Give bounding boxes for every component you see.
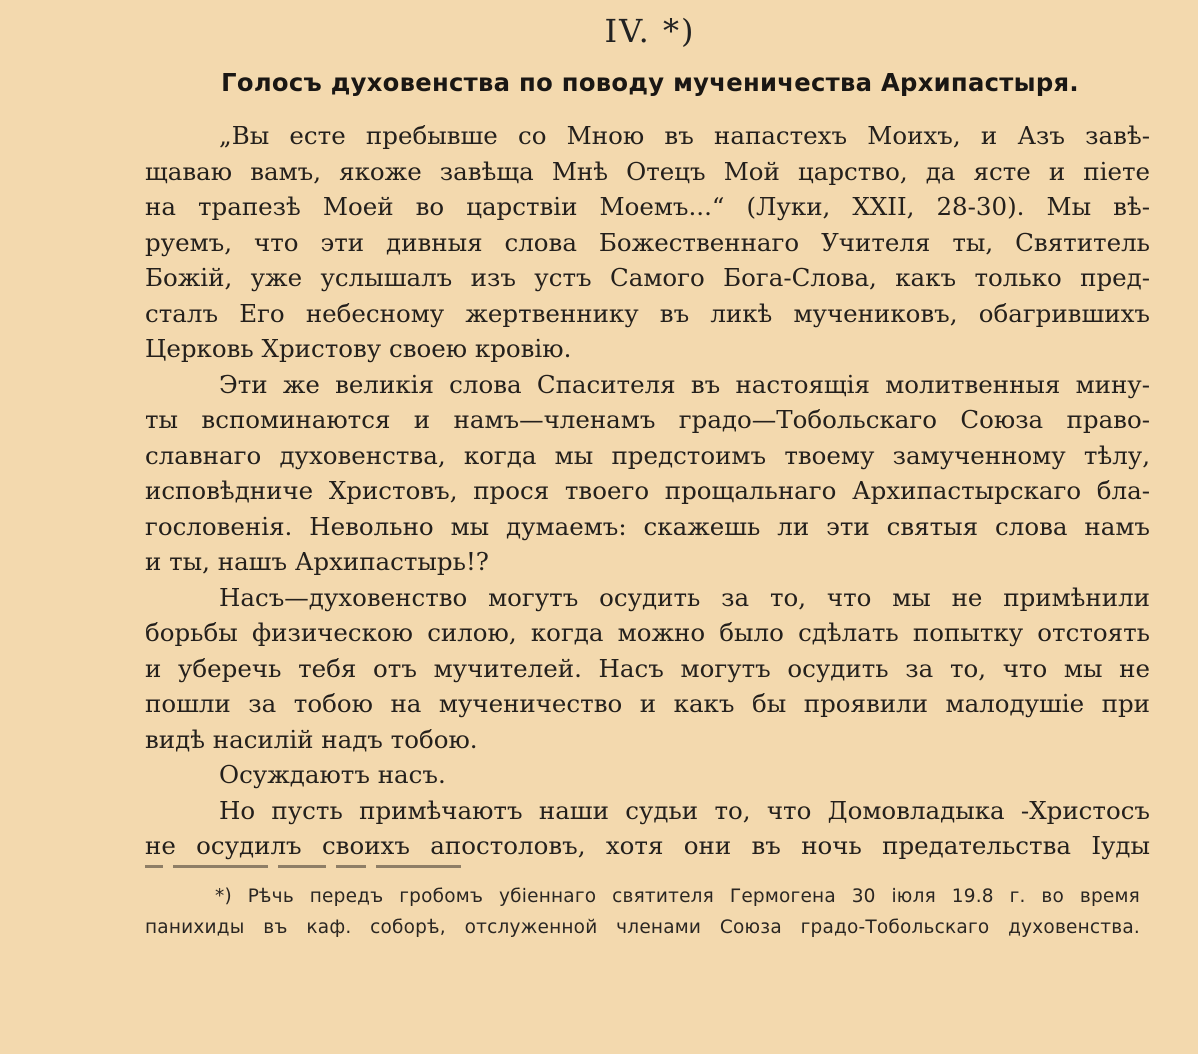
text-line: славнаго духовенства, когда мы предстоимъ твоему замученному тѣлу, (145, 440, 1150, 470)
text-line: Церковь Христову своею кровію. (145, 334, 572, 363)
cut-off-line-remnant (145, 865, 505, 871)
text-line: „Вы есте пребывше со Мною въ напастехъ Моихъ, и Азъ завѣ- (219, 121, 1150, 150)
text-line: Но пусть примѣчаютъ наши судьи то, что Домовладыка -Христосъ (219, 795, 1150, 825)
footnote-line: панихиды въ каф. соборѣ, отслуженной членами Союза градо-Тобольскаго духовенства. (145, 917, 1140, 938)
footnote (145, 881, 1140, 943)
text-line: борьбы физическою силою, когда можно было сдѣлать попытку отстоять (145, 618, 1150, 647)
text-line: Эти же великія слова Спасителя въ настоящія молитвенныя мину- (219, 369, 1150, 399)
text-line: пошли за тобою на мученичество и какъ бы проявили малодушіе при (145, 689, 1150, 718)
text-line: Насъ—духовенство могутъ осудить за то, что мы не примѣнили (219, 582, 1150, 612)
text-line: Божій, уже услышалъ изъ устъ Самого Бога-Слова, какъ только пред- (145, 263, 1150, 292)
text-line: щаваю вамъ, якоже завѣща Мнѣ Отецъ Мой царство, да ясте и піете (145, 156, 1150, 186)
text-line: ты вспоминаются и намъ—членамъ градо—Тобольскаго Союза право- (145, 405, 1150, 434)
text-line: исповѣдниче Христовъ, прося твоего прощальнаго Архипастырскаго бла- (145, 476, 1150, 505)
body-text (145, 118, 1150, 864)
text-line: видѣ насилій надъ тобою. (145, 724, 478, 754)
chapter-heading: IV. *) (604, 12, 696, 50)
article-title: Голосъ духовенства по поводу мученичества Архипастыря. (221, 68, 1079, 97)
text-line: не осудилъ своихъ апостоловъ, хотя они въ ночь предательства Іуды (145, 831, 1150, 860)
text-line: руемъ, что эти дивныя слова Божественнаго Учителя ты, Святитель (145, 227, 1150, 257)
text-line: и уберечь тебя отъ мучителей. Насъ могутъ осудить за то, что мы не (145, 653, 1150, 683)
text-line: сталъ Его небесному жертвеннику въ ликѣ мучениковъ, обагрившихъ (145, 298, 1150, 328)
text-line: гословенія. Невольно мы думаемъ: скажешь ли эти святыя слова намъ (145, 511, 1150, 541)
text-line: и ты, нашъ Архипастырь!? (145, 547, 489, 576)
text-line: Осуждаютъ насъ. (219, 760, 446, 789)
text-line: на трапезѣ Моей во царствіи Моемъ...“ (Луки, XXII, 28-30). Мы вѣ- (145, 192, 1150, 221)
footnote-line: *) Рѣчь передъ гробомъ убіеннаго святителя Гермогена 30 іюля 19.8 г. во время (215, 886, 1140, 907)
